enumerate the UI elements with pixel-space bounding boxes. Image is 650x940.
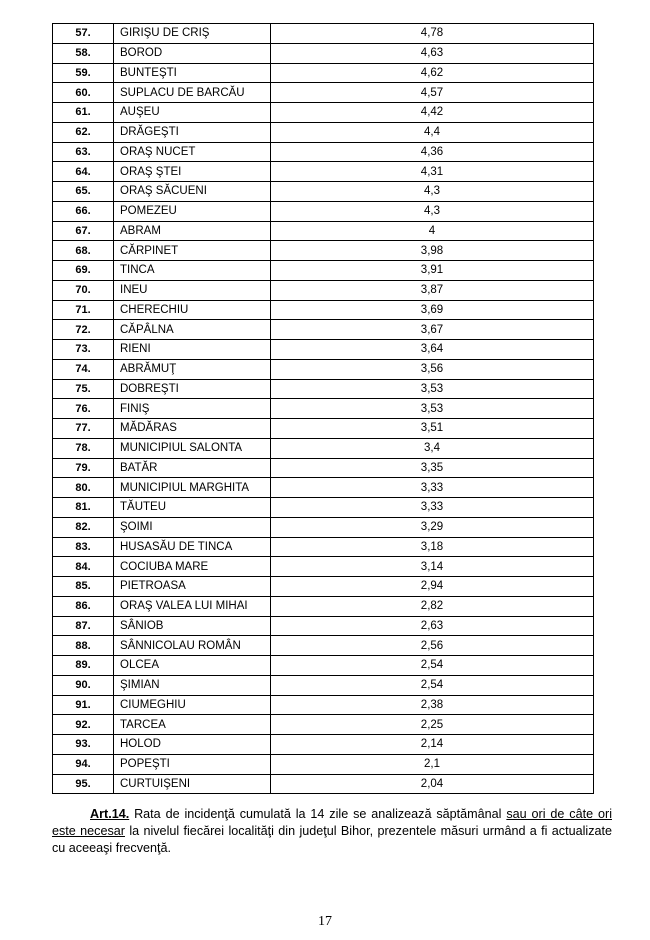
table-row — [53, 359, 594, 379]
row-number: 61. — [53, 103, 114, 123]
incidence-value: 4,78 — [271, 24, 594, 44]
table-row — [53, 280, 594, 300]
table-row — [53, 616, 594, 636]
locality-name: FINIŞ — [114, 399, 271, 419]
locality-name: ORAŞ ŞTEI — [114, 162, 271, 182]
table-row — [53, 142, 594, 162]
table-row — [53, 774, 594, 794]
row-number: 62. — [53, 122, 114, 142]
incidence-value: 3,14 — [271, 557, 594, 577]
incidence-value: 3,29 — [271, 517, 594, 537]
table-row — [53, 419, 594, 439]
locality-name: BUNTEŞTI — [114, 63, 271, 83]
table-row — [53, 122, 594, 142]
incidence-value: 3,69 — [271, 300, 594, 320]
table-row — [53, 63, 594, 83]
article-text-part-1: Rata de incidenţă cumulată la 14 zile se analizează săptămânal — [129, 807, 507, 821]
table-row — [53, 182, 594, 202]
table-row — [53, 221, 594, 241]
locality-name: CĂRPINET — [114, 241, 271, 261]
row-number: 78. — [53, 438, 114, 458]
table-row — [53, 340, 594, 360]
table-row — [53, 557, 594, 577]
row-number: 79. — [53, 458, 114, 478]
row-number: 57. — [53, 24, 114, 44]
table-row — [53, 261, 594, 281]
table-row — [53, 379, 594, 399]
table-row — [53, 498, 594, 518]
incidence-value: 3,4 — [271, 438, 594, 458]
row-number: 89. — [53, 656, 114, 676]
table-row — [53, 458, 594, 478]
locality-name: ORAŞ SĂCUENI — [114, 182, 271, 202]
incidence-value: 3,91 — [271, 261, 594, 281]
row-number: 64. — [53, 162, 114, 182]
incidence-value: 4,3 — [271, 201, 594, 221]
row-number: 80. — [53, 478, 114, 498]
locality-name: SUPLACU DE BARCĂU — [114, 83, 271, 103]
table-row — [53, 300, 594, 320]
locality-name: HUSASĂU DE TINCA — [114, 537, 271, 557]
table-row — [53, 24, 594, 44]
table-row — [53, 754, 594, 774]
locality-name: MUNICIPIUL MARGHITA — [114, 478, 271, 498]
locality-name: AUŞEU — [114, 103, 271, 123]
locality-name: ŞIMIAN — [114, 675, 271, 695]
table-body — [53, 24, 594, 794]
incidence-value: 3,18 — [271, 537, 594, 557]
incidence-value: 4,62 — [271, 63, 594, 83]
row-number: 82. — [53, 517, 114, 537]
table-row — [53, 438, 594, 458]
locality-name: SÂNIOB — [114, 616, 271, 636]
incidence-value: 2,63 — [271, 616, 594, 636]
row-number: 71. — [53, 300, 114, 320]
incidence-value: 4,4 — [271, 122, 594, 142]
table-row — [53, 103, 594, 123]
incidence-value: 4,31 — [271, 162, 594, 182]
table-row — [53, 517, 594, 537]
row-number: 58. — [53, 43, 114, 63]
table-row — [53, 162, 594, 182]
row-number: 90. — [53, 675, 114, 695]
locality-name: TINCA — [114, 261, 271, 281]
locality-name: RIENI — [114, 340, 271, 360]
locality-name: BOROD — [114, 43, 271, 63]
row-number: 85. — [53, 577, 114, 597]
locality-name: POPEŞTI — [114, 754, 271, 774]
row-number: 59. — [53, 63, 114, 83]
incidence-value: 2,56 — [271, 636, 594, 656]
incidence-value: 3,35 — [271, 458, 594, 478]
locality-name: INEU — [114, 280, 271, 300]
row-number: 77. — [53, 419, 114, 439]
table-row — [53, 735, 594, 755]
table-row — [53, 537, 594, 557]
locality-name: OLCEA — [114, 656, 271, 676]
incidence-value: 2,14 — [271, 735, 594, 755]
row-number: 65. — [53, 182, 114, 202]
incidence-value: 2,54 — [271, 656, 594, 676]
incidence-value: 3,33 — [271, 478, 594, 498]
row-number: 86. — [53, 596, 114, 616]
locality-name: DRĂGEŞTI — [114, 122, 271, 142]
row-number: 76. — [53, 399, 114, 419]
incidence-value: 4,63 — [271, 43, 594, 63]
table-row — [53, 320, 594, 340]
locality-name: MĂDĂRAS — [114, 419, 271, 439]
incidence-value: 2,04 — [271, 774, 594, 794]
locality-name: CHERECHIU — [114, 300, 271, 320]
page-number: 17 — [318, 914, 332, 929]
row-number: 84. — [53, 557, 114, 577]
locality-name: PIETROASA — [114, 577, 271, 597]
article-14-paragraph — [52, 806, 612, 857]
incidence-value: 3,53 — [271, 379, 594, 399]
table-row — [53, 577, 594, 597]
incidence-value: 2,82 — [271, 596, 594, 616]
table-row — [53, 656, 594, 676]
locality-name: TĂUTEU — [114, 498, 271, 518]
incidence-value: 3,87 — [271, 280, 594, 300]
incidence-value: 2,54 — [271, 675, 594, 695]
table-row — [53, 83, 594, 103]
table-row — [53, 43, 594, 63]
row-number: 67. — [53, 221, 114, 241]
row-number: 74. — [53, 359, 114, 379]
locality-name: CIUMEGHIU — [114, 695, 271, 715]
locality-name: ŞOIMI — [114, 517, 271, 537]
row-number: 63. — [53, 142, 114, 162]
row-number: 72. — [53, 320, 114, 340]
row-number: 69. — [53, 261, 114, 281]
row-number: 73. — [53, 340, 114, 360]
locality-name: CĂPÂLNA — [114, 320, 271, 340]
locality-name: SÂNNICOLAU ROMÂN — [114, 636, 271, 656]
incidence-value: 3,53 — [271, 399, 594, 419]
row-number: 60. — [53, 83, 114, 103]
incidence-value: 2,25 — [271, 715, 594, 735]
incidence-value: 4,57 — [271, 83, 594, 103]
locality-name: POMEZEU — [114, 201, 271, 221]
table-row — [53, 715, 594, 735]
incidence-value: 3,98 — [271, 241, 594, 261]
locality-name: DOBREŞTI — [114, 379, 271, 399]
incidence-value: 2,38 — [271, 695, 594, 715]
incidence-value: 4 — [271, 221, 594, 241]
row-number: 81. — [53, 498, 114, 518]
incidence-value: 3,51 — [271, 419, 594, 439]
row-number: 91. — [53, 695, 114, 715]
table-row — [53, 695, 594, 715]
article-label: Art.14. — [90, 807, 130, 821]
locality-name: MUNICIPIUL SALONTA — [114, 438, 271, 458]
row-number: 70. — [53, 280, 114, 300]
incidence-value: 3,56 — [271, 359, 594, 379]
row-number: 94. — [53, 754, 114, 774]
locality-name: CURTUIŞENI — [114, 774, 271, 794]
incidence-rate-table — [52, 23, 594, 794]
row-number: 92. — [53, 715, 114, 735]
table-row — [53, 241, 594, 261]
row-number: 75. — [53, 379, 114, 399]
table-row — [53, 201, 594, 221]
row-number: 87. — [53, 616, 114, 636]
table-row — [53, 399, 594, 419]
localities-table-container — [52, 23, 594, 794]
incidence-value: 3,64 — [271, 340, 594, 360]
incidence-value: 3,33 — [271, 498, 594, 518]
table-row — [53, 675, 594, 695]
locality-name: HOLOD — [114, 735, 271, 755]
locality-name: COCIUBA MARE — [114, 557, 271, 577]
locality-name: TARCEA — [114, 715, 271, 735]
table-row — [53, 636, 594, 656]
locality-name: ORAŞ VALEA LUI MIHAI — [114, 596, 271, 616]
incidence-value: 4,3 — [271, 182, 594, 202]
row-number: 88. — [53, 636, 114, 656]
table-row — [53, 478, 594, 498]
row-number: 66. — [53, 201, 114, 221]
row-number: 93. — [53, 735, 114, 755]
incidence-value: 3,67 — [271, 320, 594, 340]
row-number: 68. — [53, 241, 114, 261]
locality-name: ABRĂMUŢ — [114, 359, 271, 379]
locality-name: GIRIŞU DE CRIŞ — [114, 24, 271, 44]
row-number: 83. — [53, 537, 114, 557]
incidence-value: 2,1 — [271, 754, 594, 774]
incidence-value: 4,36 — [271, 142, 594, 162]
incidence-value: 4,42 — [271, 103, 594, 123]
incidence-value: 2,94 — [271, 577, 594, 597]
locality-name: BATĂR — [114, 458, 271, 478]
table-row — [53, 596, 594, 616]
row-number: 95. — [53, 774, 114, 794]
article-text-underlined: sau ori de câte ori este necesar — [52, 807, 612, 838]
locality-name: ABRAM — [114, 221, 271, 241]
locality-name: ORAŞ NUCET — [114, 142, 271, 162]
article-text-part-2: la nivelul fiecărei localităţi din judeţul Bihor, prezentele măsuri urmând a fi actualizate cu aceeaşi frecvenţă. — [52, 824, 612, 855]
